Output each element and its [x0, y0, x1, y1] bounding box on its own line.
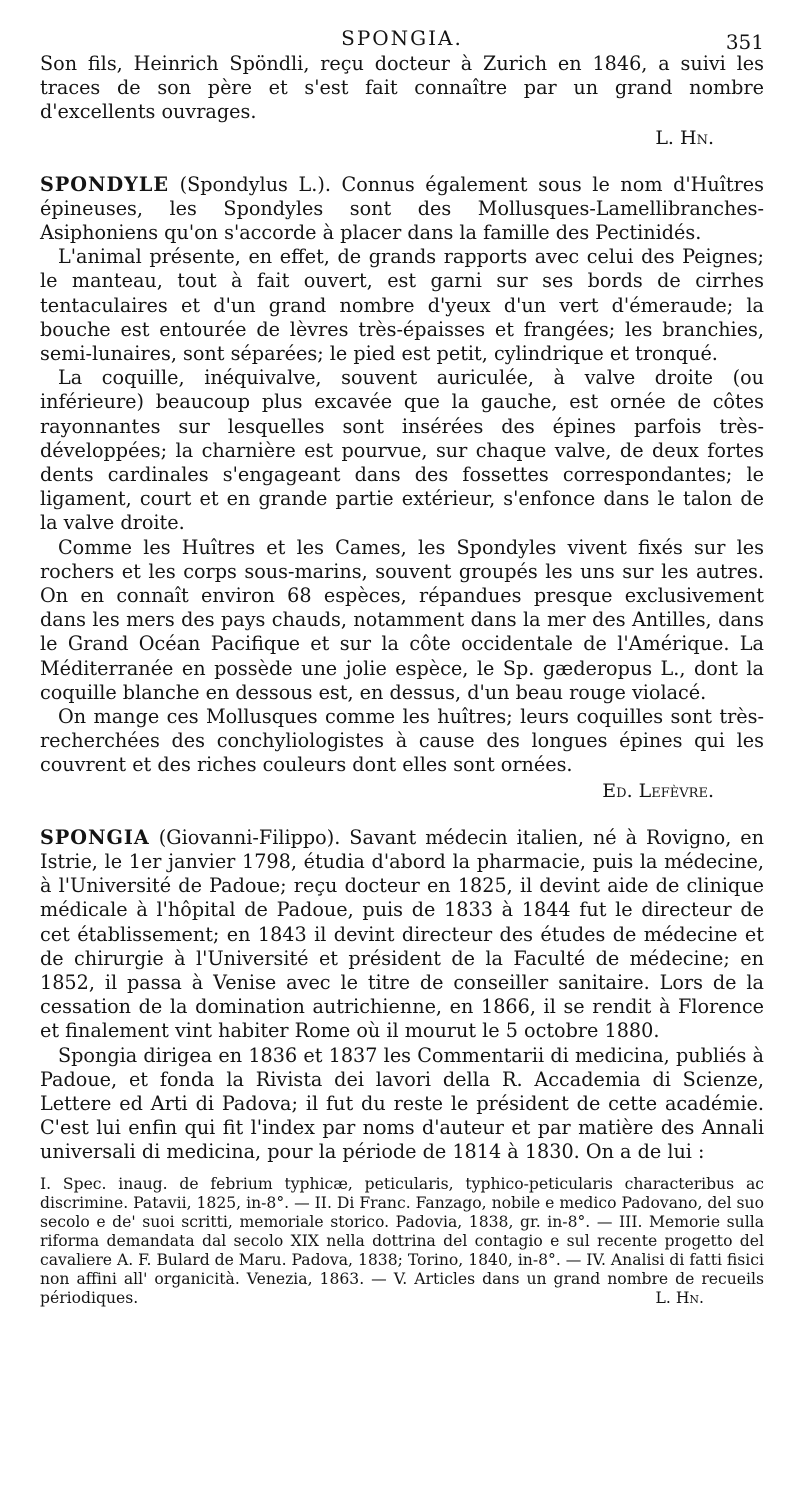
page-number: 351 — [725, 30, 764, 54]
spondyle-signature: Ed. Lefèvre. — [602, 779, 714, 802]
spondyle-lead-paragraph: SPONDYLE (Spondylus L.). Connus également sous le nom d'Huîtres épineuses, les Spondyles sont des Mollusques-Lamellibranches-Asiphoniens qu'on s'accorde à placer dans la famille des Pectinidés. — [40, 172, 764, 245]
spongia-bibliography: I. Spec. inaug. de febrium typhicæ, peticularis, typhico-peticularis characteribus ac discrimine. Patavii, 1825, in-8°. — II. Di Franc. Fanzago, nobile e medico Padovano, del suo secolo e de' suoi scritti, memoriale storico. Padovia, 1838, gr. in-8°. — III. Memorie sulla riforma demandata dal secolo XIX nella dottrina del contagio e sul recente progetto del cavaliere A. F. Bulard de Maru. Padova, 1838; Torino, 1840, in-8°. — IV. Analisi di fatti fisici non affini all' organicità. Venezia, 1863. — V. Articles dans un grand nombre de recueils périodiques. — [40, 1174, 765, 1307]
spondyle-paragraph-3: La coquille, inéquivalve, souvent auriculée, à valve droite (ou inférieure) beaucoup plus excavée que la gauche, est ornée de côtes rayonnantes sur lesquelles sont insérées des épines parfois très-développées; la charnière est pourvue, sur chaque valve, de deux fortes dents cardinales s'engageant dans des fossettes correspondantes; le ligament, court et en grande partie extérieur, s'enfonce dans le talon de la valve droite. — [40, 366, 764, 535]
running-title: SPONGIA. — [341, 26, 463, 50]
spondyle-paragraph-4: Comme les Huîtres et les Cames, les Spondyles vivent fixés sur les rochers et les corps sous-marins, souvent groupés les uns sur les autres. On en connaît environ 68 espèces, répandues presque exclusivement dans les mers des pays chauds, notamment dans la mer des Antilles, dans le Grand Océan Pacifique et sur la côte occidentale de l'Amérique. La Méditerranée en possède une jolie espèce, le Sp. gæderopus L., dont la coquille blanche en dessous est, en dessus, d'un beau rouge violacé. — [40, 535, 764, 704]
spondyle-paragraph-5: On mange ces Mollusques comme les huîtres; leurs coquilles sont très-recherchées des conchyliologistes à cause des longues épines qui les couvrent et des riches couleurs dont elles sont ornées. — [40, 705, 764, 777]
spongia-paragraph-2: Spongia dirigea en 1836 et 1837 les Commentarii di medicina, publiés à Padoue, et fonda la Rivista dei lavori della R. Accademia di Scienze, Lettere ed Arti di Padova; il fut du reste le président de cette académie. C'est lui enfin qui fit l'index par noms d'auteur et par matière des Annali universali di medicina, pour la période de 1814 à 1830. On a de lui : — [40, 1043, 764, 1164]
spondyle-headword: SPONDYLE — [40, 172, 169, 196]
spongia-headword: SPONGIA — [40, 825, 150, 849]
intro-paragraph: Son fils, Heinrich Spöndli, reçu docteur à Zurich en 1846, a suivi les traces de son père et s'est fait connaître par un grand nombre d'excellents ouvrages. — [40, 52, 764, 124]
spondyle-paragraph-2: L'animal présente, en effet, de grands rapports avec celui des Peignes; le manteau, tout à fait ouvert, est garni sur ses bords de cirrhes tentaculaires et d'un grand nombre d'yeux d'un vert d'émeraude; la bouche est entourée de lèvres très-épaisses et frangées; les branchies, semi-lunaires, sont séparées; le pied est petit, cylindrique et tronqué. — [40, 245, 764, 366]
spongia-lead-paragraph: SPONGIA (Giovanni-Filippo). Savant médecin italien, né à Rovigno, en Istrie, le 1er janvier 1798, étudia d'abord la pharmacie, puis la médecine, à l'Université de Padoue; reçu docteur en 1825, il devint aide de clinique médicale à l'hôpital de Padoue, puis de 1833 à 1844 fut le directeur de cet établissement; en 1843 il devint directeur des études de médecine et de chirurgie à l'Université et président de la Faculté de médecine; en 1852, il passa à Venise avec le titre de conseiller sanitaire. Lors de la cessation de la domination autrichienne, en 1866, il se rendit à Florence et finalement vint habiter Rome où il mourut le 5 octobre 1880. — [40, 825, 764, 1043]
spongia-signature: L. Hn. — [655, 1288, 704, 1307]
intro-signature: L. Hn. — [655, 126, 714, 149]
running-header — [40, 26, 764, 52]
document-page — [40, 26, 764, 1308]
